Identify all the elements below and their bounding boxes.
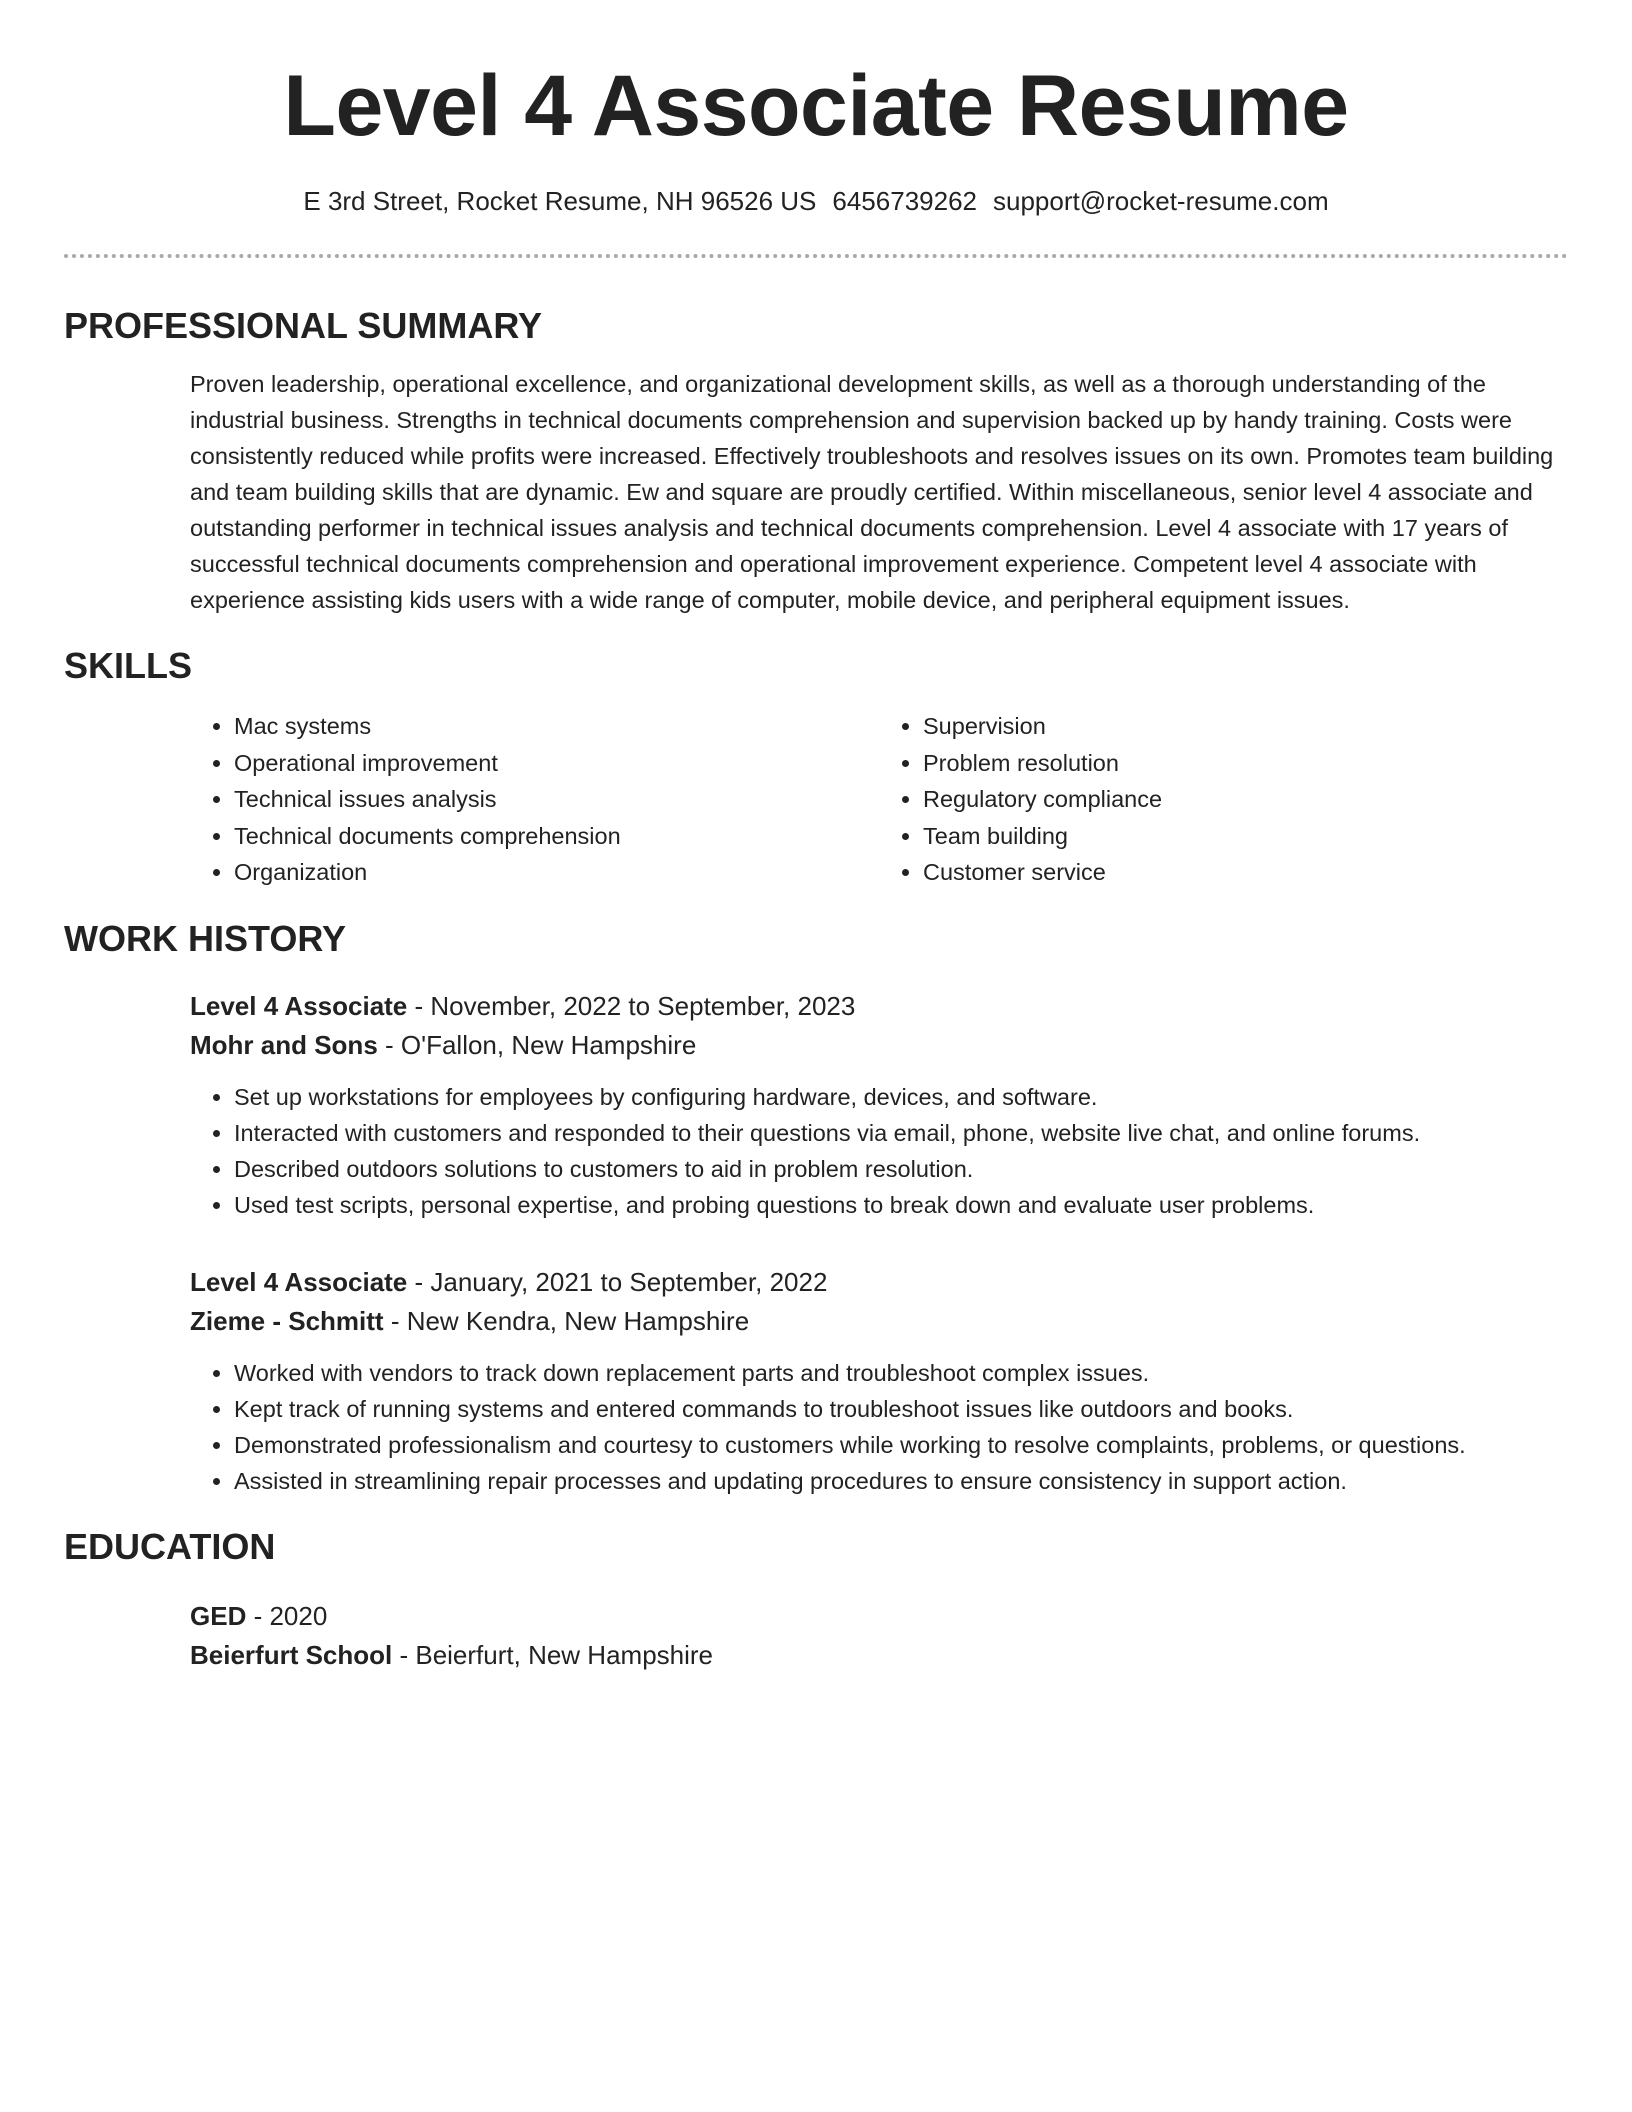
- education-degree-line: [190, 1597, 1568, 1636]
- contact-address: E 3rd Street, Rocket Resume, NH 96526 US: [303, 186, 817, 216]
- education-degree: GED: [190, 1600, 247, 1631]
- job-dates: - November, 2022 to September, 2023: [407, 990, 856, 1021]
- job-bullet: • Demonstrated professionalism and courtesy to customers while working to resolve complaints, problems, or questions.: [234, 1427, 1568, 1463]
- skill-item: • Mac systems: [234, 708, 879, 745]
- education-location: - Beierfurt, New Hampshire: [392, 1639, 714, 1670]
- job-bullet: • Worked with vendors to track down replacement parts and troubleshoot complex issues.: [234, 1355, 1568, 1391]
- job-entry: [190, 1263, 1568, 1499]
- skill-item: • Regulatory compliance: [923, 781, 1568, 818]
- job-company-line: [190, 1026, 1568, 1065]
- education-year: - 2020: [246, 1600, 328, 1631]
- job-bullet: • Described outdoors solutions to customers to aid in problem resolution.: [234, 1151, 1568, 1187]
- job-company-line: [190, 1302, 1568, 1341]
- work-history-section: [64, 917, 1568, 1499]
- job-dates: - January, 2021 to September, 2022: [407, 1266, 828, 1297]
- education-school: Beierfurt School: [190, 1639, 393, 1670]
- job-bullet: • Assisted in streamlining repair processes and updating procedures to ensure consistency in support action.: [234, 1463, 1568, 1499]
- skill-item: • Supervision: [923, 708, 1568, 745]
- work-history-heading: WORK HISTORY: [64, 917, 347, 959]
- education-entry: [190, 1597, 1568, 1675]
- job-bullet: • Kept track of running systems and entered commands to troubleshoot issues like outdoors and books.: [234, 1391, 1568, 1427]
- contact-email: support@rocket-resume.com: [993, 186, 1329, 216]
- summary-text: Proven leadership, operational excellence, and organizational development skills, as well as a thorough understanding of the industrial business. Strengths in technical documents comprehension and supervision backed up by handy training. Costs were consistently reduced while profits were increased. Effectively troubleshoots and resolves issues on its own. Promotes team building and team building skills that are dynamic. Ew and square are proudly certified. Within miscellaneous, senior level 4 associate and outstanding performer in technical issues analysis and technical documents comprehension. Level 4 associate with 17 years of successful technical documents comprehension and operational improvement experience. Competent level 4 associate with experience assisting kids users with a wide range of computer, mobile device, and peripheral equipment issues.: [190, 371, 1554, 613]
- contact-line: [64, 184, 1568, 218]
- skill-item: • Problem resolution: [923, 745, 1568, 782]
- education-section: [64, 1525, 1568, 1675]
- job-bullet: • Set up workstations for employees by configuring hardware, devices, and software.: [234, 1079, 1568, 1115]
- job-role: Level 4 Associate: [190, 990, 408, 1021]
- skill-item: • Operational improvement: [234, 745, 879, 782]
- education-heading: EDUCATION: [64, 1525, 276, 1567]
- skill-item: • Team building: [923, 818, 1568, 855]
- job-role-line: [190, 1263, 1568, 1302]
- job-company: Mohr and Sons: [190, 1029, 378, 1060]
- header-divider: [64, 254, 1568, 258]
- skills-grid: [190, 708, 1568, 891]
- job-role-line: [190, 987, 1568, 1026]
- education-school-line: [190, 1636, 1568, 1675]
- job-bullets: [190, 1355, 1568, 1499]
- job-location: - New Kendra, New Hampshire: [383, 1305, 750, 1336]
- job-bullet: • Interacted with customers and responded to their questions via email, phone, website live chat, and online forums.: [234, 1115, 1568, 1151]
- skill-item: • Technical documents comprehension: [234, 818, 879, 855]
- job-bullets: [190, 1079, 1568, 1223]
- skills-column-right: [879, 708, 1568, 891]
- skill-item: • Organization: [234, 854, 879, 891]
- summary-section: [64, 304, 1568, 618]
- skill-item: • Customer service: [923, 854, 1568, 891]
- contact-phone: 6456739262: [832, 186, 977, 216]
- job-role: Level 4 Associate: [190, 1266, 408, 1297]
- job-entry: [190, 987, 1568, 1223]
- summary-heading: PROFESSIONAL SUMMARY: [64, 305, 543, 346]
- job-bullet: • Used test scripts, personal expertise, and probing questions to break down and evaluate user problems.: [234, 1187, 1568, 1223]
- skill-item: • Technical issues analysis: [234, 781, 879, 818]
- job-company: Zieme - Schmitt: [190, 1305, 384, 1336]
- skills-column-left: [190, 708, 879, 891]
- resume-title: Level 4 Associate Resume: [283, 58, 1349, 154]
- job-location: - O'Fallon, New Hampshire: [377, 1029, 697, 1060]
- skills-section: [64, 644, 1568, 891]
- skills-heading: SKILLS: [64, 645, 193, 686]
- resume-header: [64, 0, 1568, 218]
